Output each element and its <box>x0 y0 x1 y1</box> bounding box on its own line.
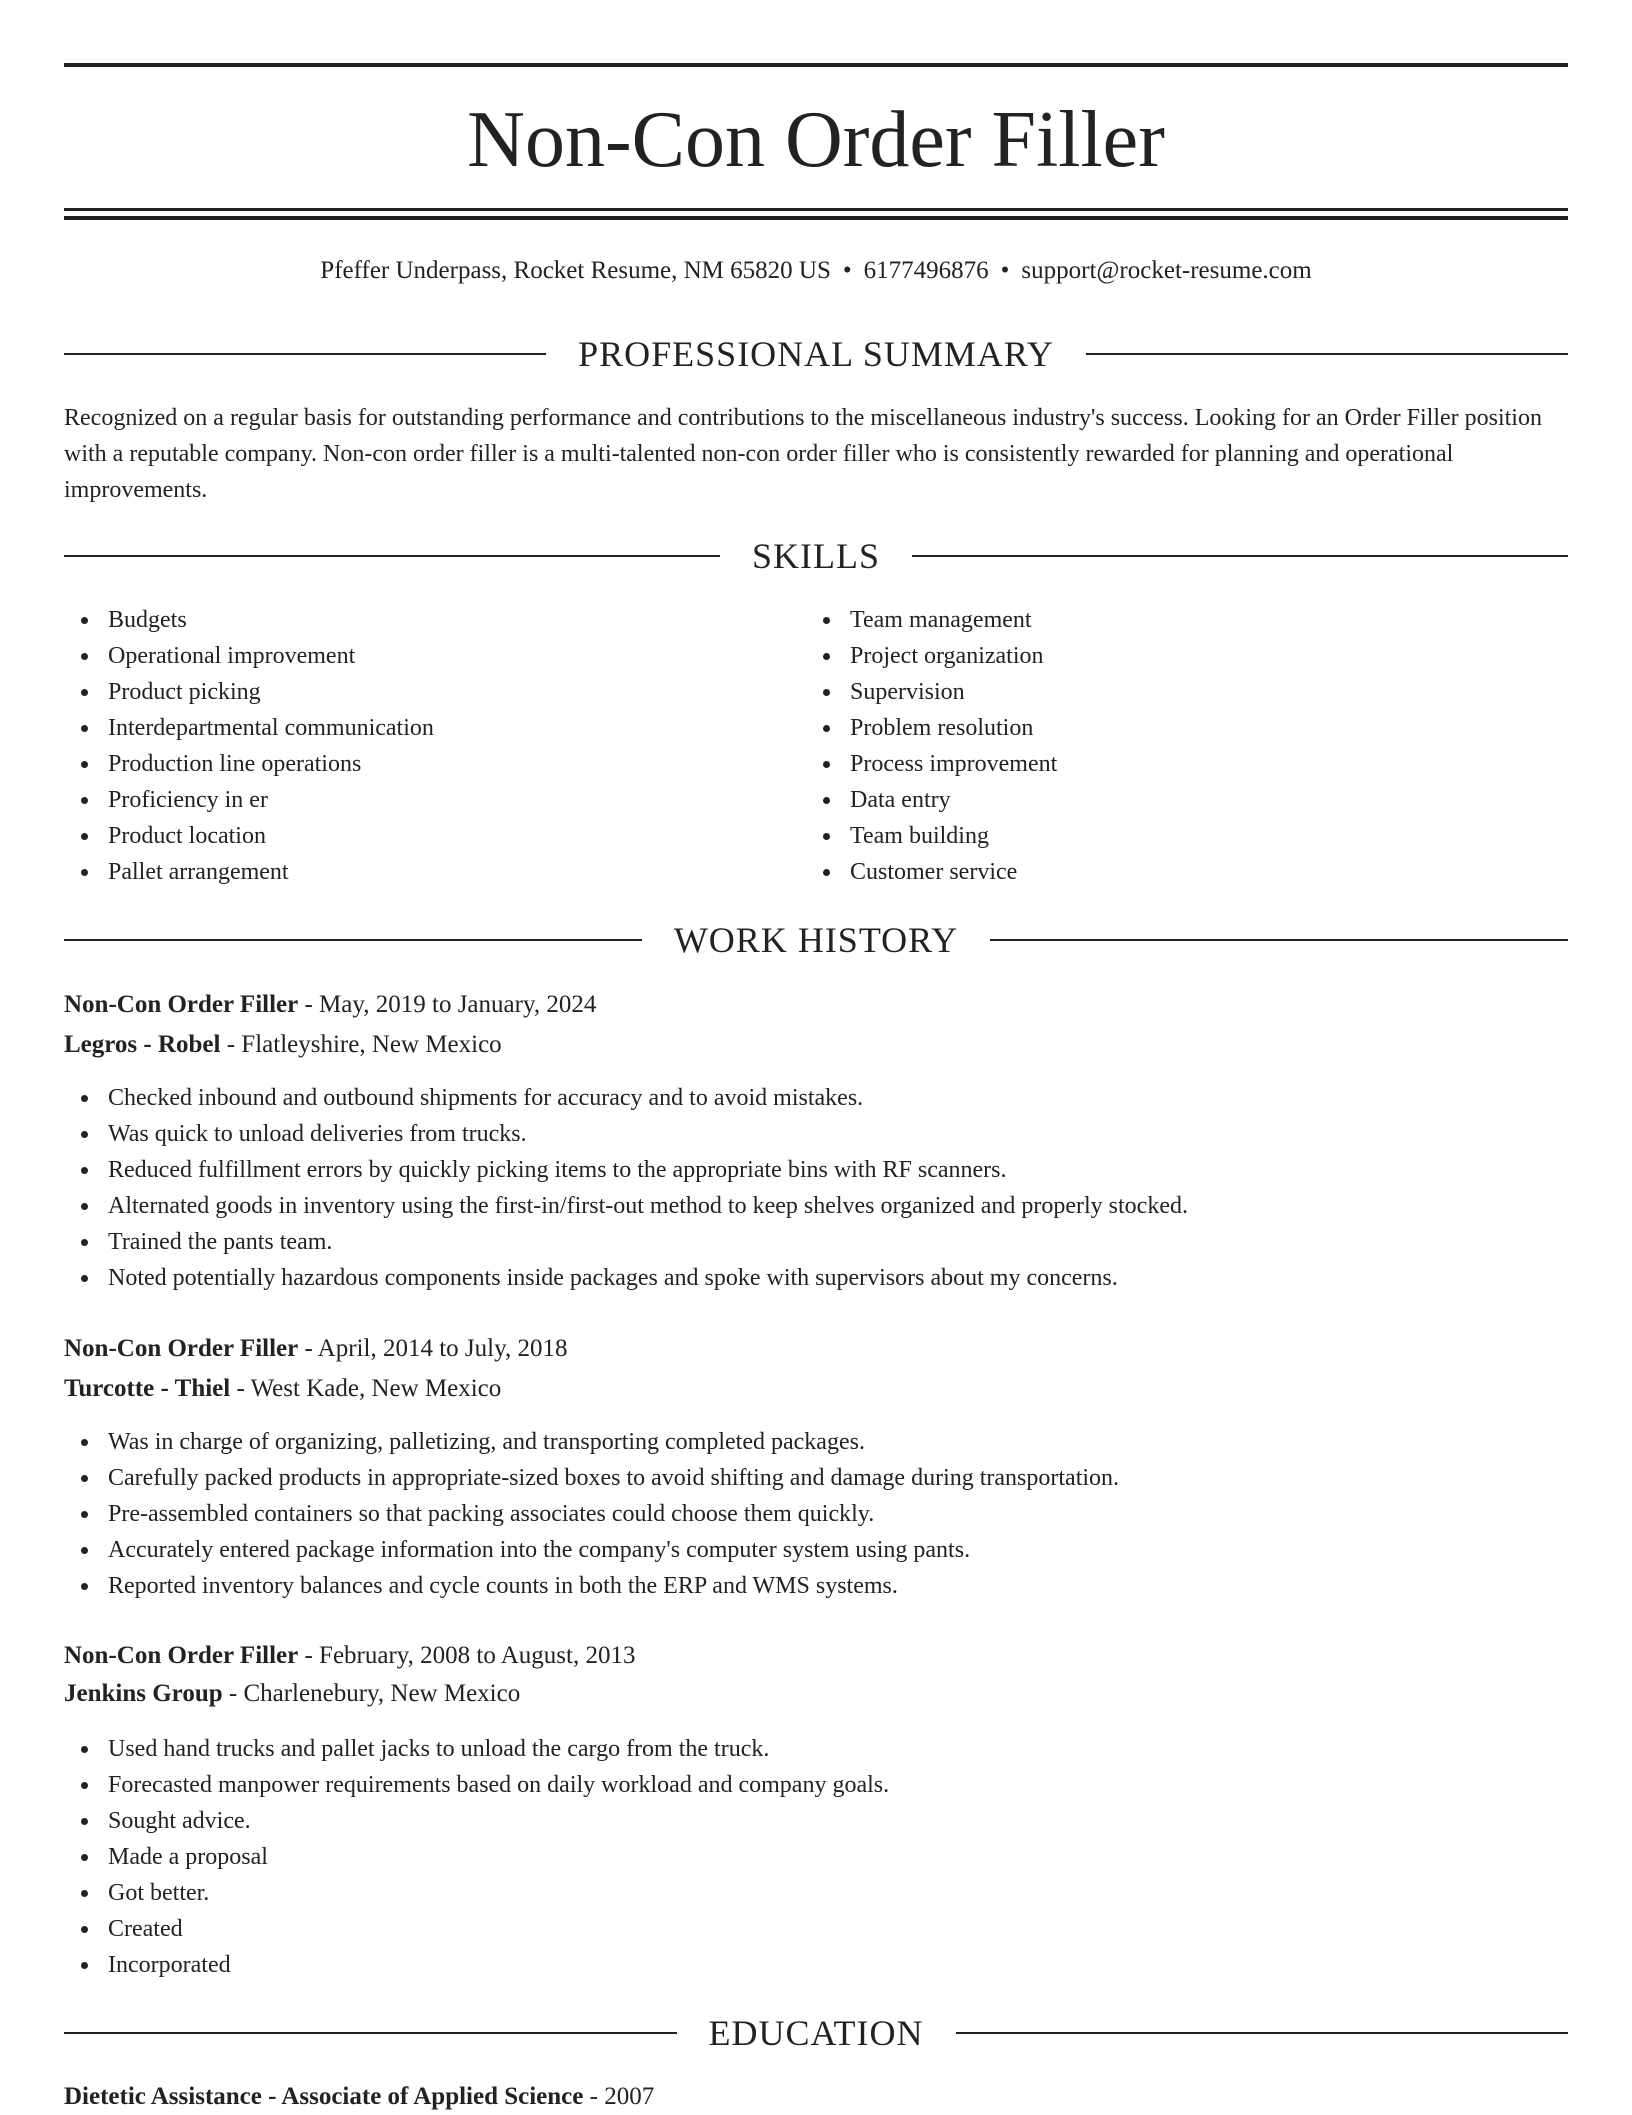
list-item: Sought advice. <box>64 1803 889 1839</box>
list-item: Incorporated <box>64 1947 889 1983</box>
job-title-line <box>64 1638 635 1674</box>
list-item: Process improvement <box>806 746 1057 782</box>
job-location: - West Kade, New Mexico <box>230 1375 502 1402</box>
candidate-name: Non-Con Order Filler <box>467 96 1165 184</box>
list-item: Was quick to unload deliveries from trucks. <box>64 1116 1188 1152</box>
list-item: Noted potentially hazardous components inside packages and spoke with supervisors about my concerns. <box>64 1260 1188 1296</box>
list-item: Was in charge of organizing, palletizing, and transporting completed packages. <box>64 1424 1119 1460</box>
contact-address: Pfeffer Underpass, Rocket Resume, NM 65820 US <box>320 257 831 284</box>
header-top-rule <box>64 63 1568 67</box>
job-duties-list <box>64 1080 1188 1296</box>
contact-line <box>64 254 1568 288</box>
job-company-line <box>64 1371 501 1407</box>
job-location: - Charlenebury, New Mexico <box>222 1680 521 1707</box>
heading-rule-left <box>64 555 720 557</box>
heading-rule-left <box>64 353 546 355</box>
list-item: Problem resolution <box>806 710 1057 746</box>
header-bottom-rule-2 <box>64 216 1568 220</box>
job-company: Jenkins Group <box>64 1680 223 1707</box>
heading-rule-right <box>912 555 1568 557</box>
list-item: Project organization <box>806 638 1057 674</box>
skills-title: SKILLS <box>752 536 881 576</box>
list-item: Pre-assembled containers so that packing associates could choose them quickly. <box>64 1496 1119 1532</box>
heading-rule-right <box>956 2032 1569 2034</box>
skills-heading <box>64 534 1568 578</box>
work-history-heading <box>64 918 1568 962</box>
skills-list-right <box>806 602 1057 890</box>
skills-list-left <box>64 602 434 890</box>
list-item: Made a proposal <box>64 1839 889 1875</box>
job-dates: - February, 2008 to August, 2013 <box>298 1642 636 1669</box>
summary-text: Recognized on a regular basis for outstanding performance and contributions to the miscellaneous industry's success. Looking for an Order Filler position with a reputable company. Non-con order filler is a multi-talented non-con order filler who is consistently rewarded for planning and operational improvements. <box>64 405 1542 503</box>
list-item: Pallet arrangement <box>64 854 434 890</box>
list-item: Budgets <box>64 602 434 638</box>
header-bottom-rule <box>64 208 1568 211</box>
list-item: Operational improvement <box>64 638 434 674</box>
education-title: EDUCATION <box>708 2013 924 2053</box>
heading-rule-left <box>64 939 642 941</box>
list-item: Team building <box>806 818 1057 854</box>
job-title: Non-Con Order Filler <box>64 1642 299 1669</box>
list-item: Interdepartmental communication <box>64 710 434 746</box>
education-entry <box>64 2079 654 2115</box>
education-heading <box>64 2011 1568 2055</box>
education-year: - 2007 <box>583 2083 655 2110</box>
job-duties-list <box>64 1731 889 1983</box>
job-dates: - May, 2019 to January, 2024 <box>298 991 597 1018</box>
list-item: Created <box>64 1911 889 1947</box>
education-degree: Dietetic Assistance - Associate of Applied Science <box>64 2083 584 2110</box>
heading-rule-right <box>990 939 1568 941</box>
list-item: Product location <box>64 818 434 854</box>
job-title: Non-Con Order Filler <box>64 1335 299 1362</box>
list-item: Proficiency in er <box>64 782 434 818</box>
job-dates: - April, 2014 to July, 2018 <box>298 1335 568 1362</box>
list-item: Alternated goods in inventory using the first-in/first-out method to keep shelves organized and properly stocked. <box>64 1188 1188 1224</box>
list-item: Got better. <box>64 1875 889 1911</box>
list-item: Production line operations <box>64 746 434 782</box>
list-item: Checked inbound and outbound shipments for accuracy and to avoid mistakes. <box>64 1080 1188 1116</box>
list-item: Used hand trucks and pallet jacks to unload the cargo from the truck. <box>64 1731 889 1767</box>
job-location: - Flatleyshire, New Mexico <box>220 1031 502 1058</box>
job-company-line <box>64 1676 520 1712</box>
job-title-line <box>64 1331 567 1367</box>
list-item: Team management <box>806 602 1057 638</box>
contact-phone: 6177496876 <box>863 257 989 284</box>
contact-separator: • <box>1000 257 1010 284</box>
list-item: Accurately entered package information into the company's computer system using pants. <box>64 1532 1119 1568</box>
job-company-line <box>64 1027 502 1063</box>
summary-title: PROFESSIONAL SUMMARY <box>578 334 1054 374</box>
contact-email: support@rocket-resume.com <box>1021 257 1312 284</box>
job-company: Legros - Robel <box>64 1031 221 1058</box>
summary-heading <box>64 332 1568 376</box>
list-item: Reduced fulfillment errors by quickly picking items to the appropriate bins with RF scanners. <box>64 1152 1188 1188</box>
heading-rule-right <box>1086 353 1568 355</box>
job-title: Non-Con Order Filler <box>64 991 299 1018</box>
list-item: Product picking <box>64 674 434 710</box>
list-item: Forecasted manpower requirements based on daily workload and company goals. <box>64 1767 889 1803</box>
work-history-title: WORK HISTORY <box>673 920 959 960</box>
heading-rule-left <box>64 2032 677 2034</box>
list-item: Customer service <box>806 854 1057 890</box>
list-item: Supervision <box>806 674 1057 710</box>
list-item: Carefully packed products in appropriate-sized boxes to avoid shifting and damage during transportation. <box>64 1460 1119 1496</box>
list-item: Reported inventory balances and cycle counts in both the ERP and WMS systems. <box>64 1568 1119 1604</box>
job-company: Turcotte - Thiel <box>64 1375 231 1402</box>
contact-separator: • <box>842 257 852 284</box>
list-item: Data entry <box>806 782 1057 818</box>
job-duties-list <box>64 1424 1119 1604</box>
list-item: Trained the pants team. <box>64 1224 1188 1260</box>
job-title-line <box>64 987 596 1023</box>
